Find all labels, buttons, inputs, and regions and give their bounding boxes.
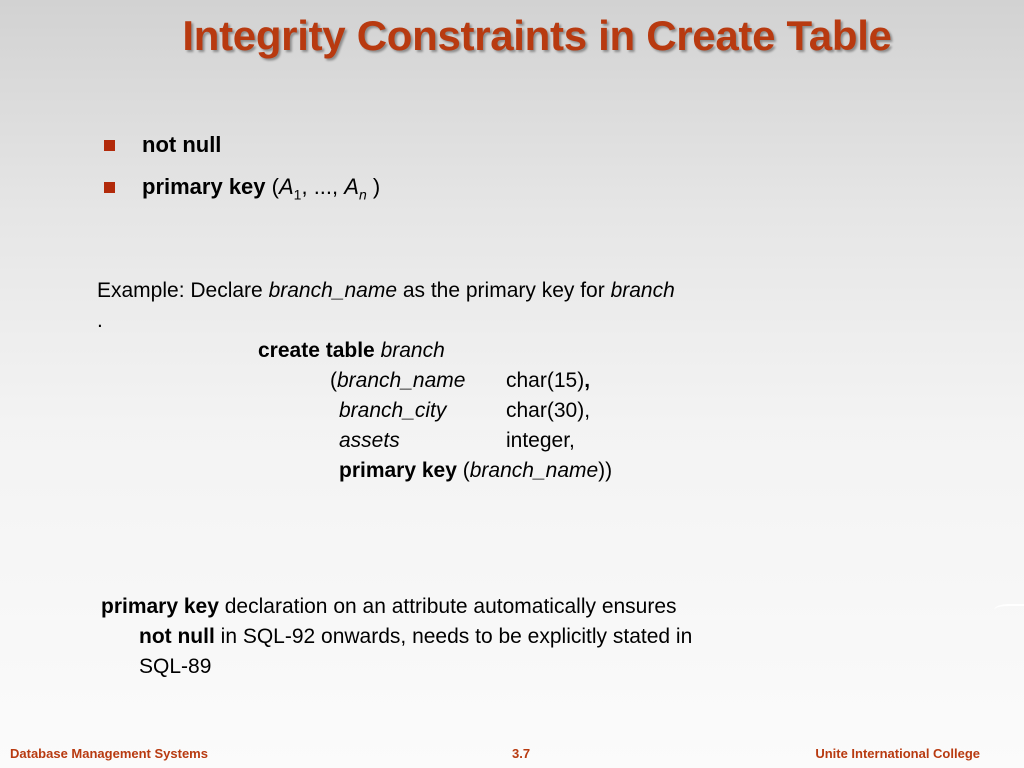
footer-page-number: 3.7 (512, 746, 531, 761)
code-row-3 (339, 426, 400, 456)
bullet-keyword: primary key (142, 174, 266, 199)
example-middle: as the primary key for (397, 279, 611, 302)
decorative-swoosh (994, 604, 1024, 616)
square-bullet-icon (104, 182, 115, 193)
footer-course: Database Management Systems (10, 746, 208, 761)
code-column-name: assets (339, 429, 400, 452)
bullet-item-primary-key (104, 170, 380, 212)
code-pk-attr: branch_name (469, 459, 599, 482)
example-prefix: Example: Declare (97, 279, 269, 302)
attr-an: A (344, 174, 359, 199)
code-row-2-type: char(30), (506, 399, 591, 422)
code-create-line (258, 336, 445, 366)
code-keyword-primary-key: primary key (339, 459, 457, 482)
example-text (97, 276, 675, 336)
example-attr: branch_name (268, 279, 397, 302)
slide-title: Integrity Constraints in Create Table (182, 12, 892, 59)
code-open-paren: ( (330, 369, 337, 392)
bullet-item-not-null (104, 128, 380, 170)
example-dot: . (97, 309, 103, 332)
code-table-name: branch (380, 339, 445, 362)
code-keyword-create: create table (258, 339, 375, 362)
code-column-name: branch_name (337, 369, 466, 392)
bullet-open-paren: ( (271, 174, 279, 199)
code-column-name: branch_city (339, 399, 447, 422)
note-paragraph: primary key declaration on an attribute automatically ensures not null in SQL-92 onwards, needs to be explicitly stated in SQL-89 (101, 595, 693, 678)
bullet-list (104, 128, 380, 212)
example-table: branch (610, 279, 675, 302)
note-keyword-not-null: not null (139, 625, 215, 648)
ellipsis: , ..., (301, 174, 345, 199)
square-bullet-icon (104, 140, 115, 151)
bullet-close-paren: ) (366, 174, 381, 199)
code-row-3-type: integer, (506, 429, 575, 452)
attr-a1: A (278, 174, 294, 199)
code-row-1-type: char(15), (506, 369, 591, 392)
subscript-1: 1 (293, 186, 302, 203)
footer-institution: Unite International College (815, 746, 980, 761)
subscript-n: n (358, 186, 367, 203)
code-row-2 (339, 396, 446, 426)
code-row-1 (330, 366, 465, 396)
note-keyword-primary-key: primary key (101, 595, 219, 618)
code-primary-key-line: primary key (branch_name)) (339, 459, 613, 482)
bullet-text: not null (142, 132, 222, 157)
